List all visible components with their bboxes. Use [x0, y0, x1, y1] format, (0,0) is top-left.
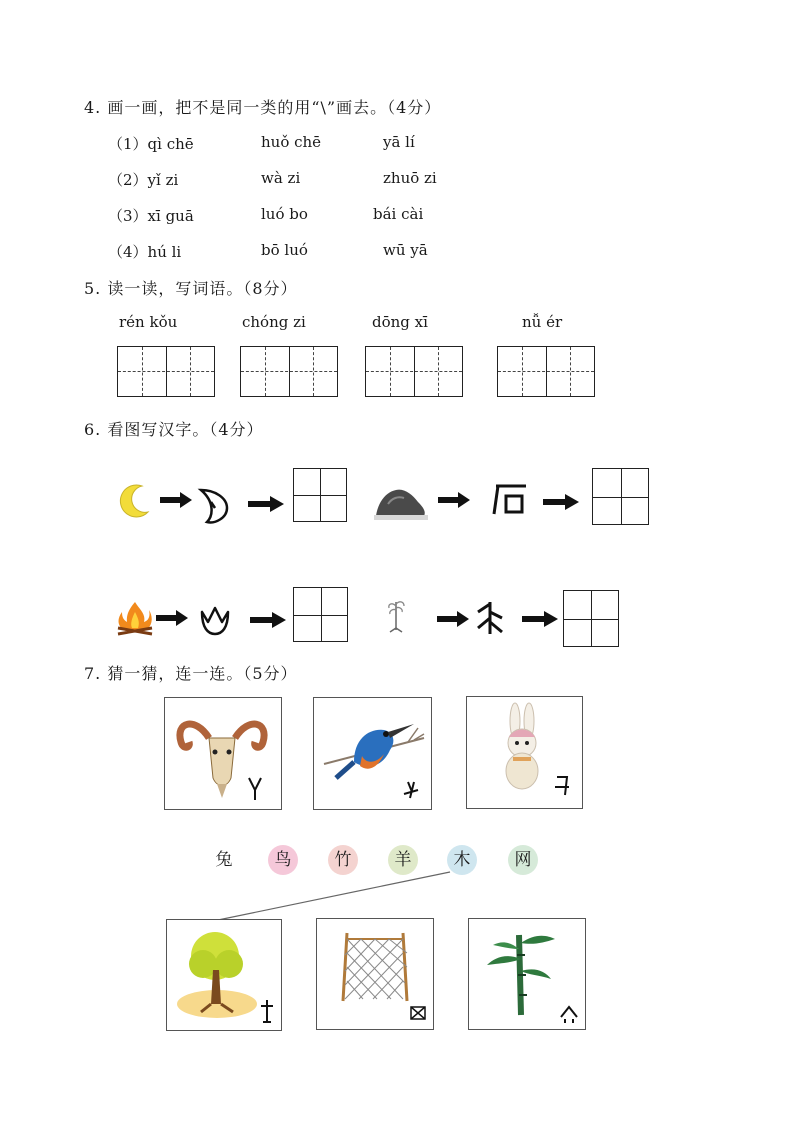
q5-answer-box-2[interactable]	[240, 346, 338, 397]
char-chip-wang[interactable]: 网	[508, 845, 538, 875]
q4-row-2-a: （2）yǐ zi	[108, 171, 179, 189]
arrow-icon	[543, 494, 579, 510]
q4-row-1-b: huǒ chē	[261, 133, 322, 151]
arrow-icon	[522, 611, 558, 627]
arrow-icon	[156, 610, 188, 626]
rock-icon	[374, 482, 428, 522]
net-icon	[317, 919, 431, 1027]
arrow-icon	[248, 496, 284, 512]
char-chip-yang[interactable]: 羊	[388, 845, 418, 875]
q4-row-3-a: （3）xī guā	[108, 207, 194, 225]
example-connect-line	[210, 868, 460, 924]
arrow-icon	[250, 612, 286, 628]
fire-oracle-glyph	[198, 604, 232, 638]
q7-title: 7. 猜一猜，连一连。（5分）	[84, 664, 298, 683]
fire-icon	[116, 600, 154, 636]
q6-title: 6. 看图写汉字。（4分）	[84, 420, 264, 439]
q5-pinyin-4: nǚ ér	[522, 313, 563, 331]
q6-answer-grid-3[interactable]	[293, 587, 348, 642]
net-card[interactable]	[316, 918, 434, 1030]
q6-answer-grid-4[interactable]	[563, 590, 619, 647]
q5-title: 5. 读一读，写词语。（8分）	[84, 279, 298, 298]
rabbit-icon	[467, 697, 580, 807]
rabbit-card[interactable]	[466, 696, 583, 809]
q4-row-3-c: bái cài	[373, 205, 424, 223]
q5-pinyin-3: dōng xī	[372, 313, 428, 331]
char-chip-niao[interactable]: 鸟	[268, 845, 298, 875]
tree-card[interactable]	[166, 919, 282, 1031]
q5-pinyin-2: chóng zi	[242, 313, 306, 331]
q4-row-1-c: yā lí	[383, 133, 415, 151]
q4-row-1-a: （1）qì chē	[108, 135, 194, 153]
q4-row-4-c: wū yā	[383, 241, 428, 259]
q5-answer-box-3[interactable]	[365, 346, 463, 397]
goat-card[interactable]	[164, 697, 282, 810]
char-chip-tu[interactable]: 兔	[209, 845, 239, 875]
moon-icon	[118, 484, 152, 518]
q5-pinyin-1: rén kǒu	[119, 313, 178, 331]
tree-icon	[167, 920, 279, 1028]
q4-row-3-b: luó bo	[261, 205, 308, 223]
arrow-icon	[437, 611, 469, 627]
q4-title: 4. 画一画，把不是同一类的用“\”画去。（4分）	[84, 98, 442, 117]
goat-icon	[165, 698, 279, 808]
q4-row-2-c: zhuō zi	[383, 169, 437, 187]
q6-answer-grid-2[interactable]	[592, 468, 649, 525]
bamboo-icon	[469, 919, 583, 1027]
kingfisher-card[interactable]	[313, 697, 432, 810]
arrow-icon	[160, 492, 192, 508]
grain-oracle-glyph	[474, 598, 506, 636]
q4-row-4-a: （4）hú li	[108, 243, 182, 261]
char-chip-zhu[interactable]: 竹	[328, 845, 358, 875]
moon-oracle-glyph	[197, 486, 231, 526]
kingfisher-icon	[314, 698, 429, 808]
stone-oracle-glyph	[490, 482, 530, 518]
q4-row-2-b: wà zi	[261, 169, 301, 187]
bamboo-card[interactable]	[468, 918, 586, 1030]
char-chip-mu[interactable]: 木	[447, 845, 477, 875]
q4-row-4-b: bō luó	[261, 241, 308, 259]
q5-answer-box-1[interactable]	[117, 346, 215, 397]
q6-answer-grid-1[interactable]	[293, 468, 347, 522]
q5-answer-box-4[interactable]	[497, 346, 595, 397]
arrow-icon	[438, 492, 470, 508]
grain-icon	[384, 596, 408, 636]
